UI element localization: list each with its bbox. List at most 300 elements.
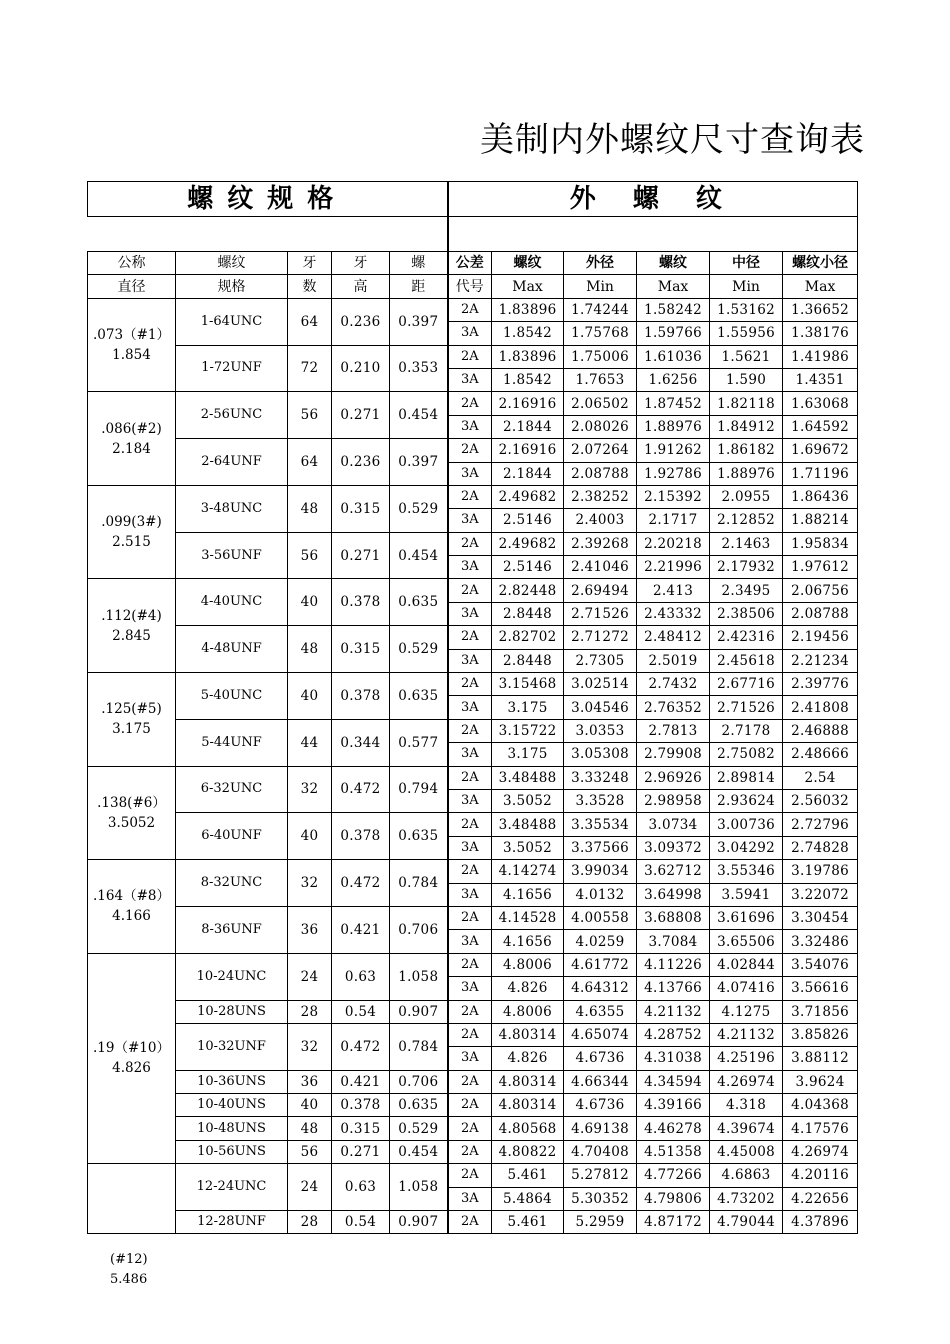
- dimension-cell: 3.30454: [783, 906, 858, 929]
- table-row: [88, 1117, 858, 1140]
- nominal-diameter-cell: [88, 1164, 176, 1234]
- dimension-cell: 4.11226: [637, 953, 710, 976]
- tpi-cell: 32: [288, 766, 332, 813]
- dimension-cell: 3.33248: [564, 766, 637, 789]
- dimension-cell: 1.83896: [492, 345, 564, 368]
- tpi-cell: 44: [288, 719, 332, 766]
- spacer-cell: [88, 217, 448, 252]
- nominal-diameter-cell: [88, 673, 176, 767]
- dimension-cell: 3.54076: [783, 953, 858, 976]
- dimension-cell: 1.88976: [637, 415, 710, 438]
- tolerance-class-cell: 3A: [448, 743, 492, 766]
- nominal-size: .125(#5): [101, 701, 162, 718]
- table-row: [88, 485, 858, 508]
- dimension-cell: 3.15468: [492, 673, 564, 696]
- dimension-cell: 2.79908: [637, 743, 710, 766]
- dimension-cell: 4.31038: [637, 1047, 710, 1070]
- pitch-cell: 0.529: [390, 485, 448, 532]
- dimension-cell: 2.71526: [710, 696, 783, 719]
- dimension-cell: 3.64998: [637, 883, 710, 906]
- nominal-diameter: 2.184: [112, 440, 151, 457]
- header-row1-cell: 螺纹: [637, 252, 710, 275]
- dimension-cell: 3.85826: [783, 1023, 858, 1046]
- tolerance-class-cell: 2A: [448, 766, 492, 789]
- nominal-diameter: 4.166: [112, 908, 151, 925]
- dimension-cell: 1.55956: [710, 322, 783, 345]
- dimension-cell: 2.49682: [492, 532, 564, 555]
- dimension-cell: 3.175: [492, 743, 564, 766]
- dimension-cell: 4.21132: [710, 1023, 783, 1046]
- pitch-cell: 0.706: [390, 1070, 448, 1093]
- dimension-cell: 1.4351: [783, 368, 858, 391]
- dimension-cell: 1.75768: [564, 322, 637, 345]
- thread-spec-cell: 10-36UNS: [176, 1070, 288, 1093]
- dimension-cell: 4.61772: [564, 953, 637, 976]
- dimension-cell: 4.8006: [492, 953, 564, 976]
- tpi-cell: 32: [288, 860, 332, 907]
- thread-spec-cell: 10-40UNS: [176, 1094, 288, 1117]
- tolerance-class-cell: 2A: [448, 1000, 492, 1023]
- dimension-cell: 3.65506: [710, 930, 783, 953]
- dimension-cell: 2.75082: [710, 743, 783, 766]
- thread-height-cell: 0.54: [332, 1000, 390, 1023]
- dimension-cell: 1.97612: [783, 556, 858, 579]
- table-row: [88, 719, 858, 742]
- tolerance-class-cell: 2A: [448, 813, 492, 836]
- tolerance-class-cell: 3A: [448, 883, 492, 906]
- dimension-cell: 4.0132: [564, 883, 637, 906]
- tpi-cell: 36: [288, 906, 332, 953]
- tolerance-class-cell: 3A: [448, 322, 492, 345]
- tolerance-class-cell: 2A: [448, 953, 492, 976]
- thread-height-cell: 0.378: [332, 813, 390, 860]
- dimension-cell: 2.06502: [564, 392, 637, 415]
- dimension-cell: 3.5052: [492, 789, 564, 812]
- tpi-cell: 48: [288, 1117, 332, 1140]
- tolerance-class-cell: 2A: [448, 1117, 492, 1140]
- thread-spec-cell: 1-72UNF: [176, 345, 288, 392]
- dimension-cell: 4.79806: [637, 1187, 710, 1210]
- dimension-cell: 4.6736: [564, 1047, 637, 1070]
- tpi-cell: 40: [288, 673, 332, 720]
- dimension-cell: 2.1717: [637, 509, 710, 532]
- pitch-cell: 0.529: [390, 1117, 448, 1140]
- thread-spec-cell: 12-24UNC: [176, 1164, 288, 1211]
- dimension-cell: 2.39776: [783, 673, 858, 696]
- dimension-cell: 3.48488: [492, 766, 564, 789]
- tolerance-class-cell: 2A: [448, 719, 492, 742]
- header-row2: [88, 275, 858, 298]
- tolerance-class-cell: 2A: [448, 1211, 492, 1234]
- table-row: [88, 1211, 858, 1234]
- dimension-cell: 2.89814: [710, 766, 783, 789]
- dimension-cell: 3.9624: [783, 1070, 858, 1093]
- header-row2-cell: 直径: [88, 275, 176, 298]
- dimension-cell: 2.38506: [710, 602, 783, 625]
- table-row: [88, 673, 858, 696]
- dimension-cell: 4.65074: [564, 1023, 637, 1046]
- dimension-cell: 3.99034: [564, 860, 637, 883]
- table-row: [88, 813, 858, 836]
- thread-height-cell: 0.271: [332, 532, 390, 579]
- dimension-cell: 2.17932: [710, 556, 783, 579]
- dimension-cell: 3.0734: [637, 813, 710, 836]
- dimension-cell: 4.25196: [710, 1047, 783, 1070]
- dimension-cell: 4.1656: [492, 930, 564, 953]
- dimension-cell: 3.175: [492, 696, 564, 719]
- dimension-cell: 2.7813: [637, 719, 710, 742]
- dimension-cell: 3.3528: [564, 789, 637, 812]
- dimension-cell: 4.0259: [564, 930, 637, 953]
- table-row: [88, 392, 858, 415]
- pitch-cell: 0.635: [390, 579, 448, 626]
- group-header-row: [88, 182, 858, 217]
- dimension-cell: 3.22072: [783, 883, 858, 906]
- dimension-cell: 2.74828: [783, 836, 858, 859]
- dimension-cell: 1.74244: [564, 298, 637, 321]
- tpi-cell: 28: [288, 1211, 332, 1234]
- nominal-diameter: 3.5052: [107, 814, 156, 831]
- header-row1-cell: 牙: [288, 252, 332, 275]
- table-row: [88, 626, 858, 649]
- dimension-cell: 4.73202: [710, 1187, 783, 1210]
- nominal-diameter-cell: [88, 579, 176, 673]
- dimension-cell: 2.82702: [492, 626, 564, 649]
- pitch-cell: 0.454: [390, 532, 448, 579]
- dimension-cell: 1.36652: [783, 298, 858, 321]
- header-row1-cell: 中径: [710, 252, 783, 275]
- thread-height-cell: 0.472: [332, 860, 390, 907]
- thread-spec-cell: 2-56UNC: [176, 392, 288, 439]
- dimension-cell: 5.461: [492, 1211, 564, 1234]
- pitch-cell: 0.397: [390, 298, 448, 345]
- dimension-cell: 2.48666: [783, 743, 858, 766]
- dimension-cell: 2.42316: [710, 626, 783, 649]
- spacer-row: [88, 217, 858, 252]
- dimension-cell: 1.8542: [492, 322, 564, 345]
- thread-spec-cell: 3-48UNC: [176, 485, 288, 532]
- pitch-cell: 0.454: [390, 392, 448, 439]
- dimension-cell: 2.15392: [637, 485, 710, 508]
- dimension-cell: 5.2959: [564, 1211, 637, 1234]
- pitch-cell: 0.907: [390, 1211, 448, 1234]
- nominal-size: .112(#4): [101, 607, 162, 624]
- tolerance-class-cell: 2A: [448, 392, 492, 415]
- dimension-cell: 1.5621: [710, 345, 783, 368]
- dimension-cell: 3.7084: [637, 930, 710, 953]
- pitch-cell: 0.529: [390, 626, 448, 673]
- dimension-cell: 1.7653: [564, 368, 637, 391]
- dimension-cell: 4.826: [492, 1047, 564, 1070]
- thread-height-cell: 0.378: [332, 1094, 390, 1117]
- tpi-cell: 32: [288, 1023, 332, 1070]
- table-row: [88, 298, 858, 321]
- dimension-cell: 4.8006: [492, 1000, 564, 1023]
- page-title: 美制内外螺纹尺寸查询表: [480, 120, 865, 160]
- dimension-cell: 1.63068: [783, 392, 858, 415]
- dimension-cell: 1.88976: [710, 462, 783, 485]
- tpi-cell: 48: [288, 626, 332, 673]
- dimension-cell: 3.35534: [564, 813, 637, 836]
- dimension-cell: 2.67716: [710, 673, 783, 696]
- dimension-cell: 1.8542: [492, 368, 564, 391]
- thread-spec-cell: 2-64UNF: [176, 439, 288, 486]
- dimension-cell: 2.3495: [710, 579, 783, 602]
- dimension-cell: 2.08788: [783, 602, 858, 625]
- header-row2-cell: 高: [332, 275, 390, 298]
- dimension-cell: 2.08026: [564, 415, 637, 438]
- dimension-cell: 4.80314: [492, 1094, 564, 1117]
- tolerance-class-cell: 2A: [448, 345, 492, 368]
- dimension-cell: 4.6355: [564, 1000, 637, 1023]
- dimension-cell: 2.7178: [710, 719, 783, 742]
- dimension-cell: 3.15722: [492, 719, 564, 742]
- tpi-cell: 56: [288, 532, 332, 579]
- header-row1-cell: 公差: [448, 252, 492, 275]
- dimension-cell: 4.26974: [710, 1070, 783, 1093]
- pitch-cell: 0.397: [390, 439, 448, 486]
- tpi-cell: 64: [288, 439, 332, 486]
- table-row: [88, 1164, 858, 1187]
- nominal-size: .099(3#): [101, 514, 162, 531]
- thread-height-cell: 0.421: [332, 1070, 390, 1093]
- header-row2-cell: Max: [783, 275, 858, 298]
- dimension-cell: 5.27812: [564, 1164, 637, 1187]
- dimension-cell: 2.54: [783, 766, 858, 789]
- dimension-cell: 2.21234: [783, 649, 858, 672]
- dimension-cell: 1.82118: [710, 392, 783, 415]
- thread-spec-cell: 5-44UNF: [176, 719, 288, 766]
- dimension-cell: 1.41986: [783, 345, 858, 368]
- spacer-cell: [448, 217, 858, 252]
- dimension-cell: 3.32486: [783, 930, 858, 953]
- dimension-cell: 3.05308: [564, 743, 637, 766]
- pitch-cell: 0.706: [390, 906, 448, 953]
- thread-height-cell: 0.236: [332, 298, 390, 345]
- dimension-cell: 3.02514: [564, 673, 637, 696]
- dimension-cell: 2.12852: [710, 509, 783, 532]
- tolerance-class-cell: 3A: [448, 930, 492, 953]
- dimension-cell: 4.80314: [492, 1070, 564, 1093]
- dimension-cell: 4.39674: [710, 1117, 783, 1140]
- header-row2-cell: 规格: [176, 275, 288, 298]
- dimension-cell: 2.4003: [564, 509, 637, 532]
- thread-height-cell: 0.54: [332, 1211, 390, 1234]
- dimension-cell: 2.21996: [637, 556, 710, 579]
- thread-spec-cell: 6-32UNC: [176, 766, 288, 813]
- dimension-cell: 3.62712: [637, 860, 710, 883]
- dimension-cell: 1.6256: [637, 368, 710, 391]
- dimension-cell: 2.49682: [492, 485, 564, 508]
- tolerance-class-cell: 3A: [448, 509, 492, 532]
- thread-height-cell: 0.421: [332, 906, 390, 953]
- dimension-cell: 4.45008: [710, 1140, 783, 1163]
- dimension-cell: 2.43332: [637, 602, 710, 625]
- thread-height-cell: 0.472: [332, 1023, 390, 1070]
- last-group-nominal-size: (#12): [110, 1252, 148, 1267]
- dimension-cell: 3.00736: [710, 813, 783, 836]
- thread-height-cell: 0.271: [332, 392, 390, 439]
- tolerance-class-cell: 3A: [448, 836, 492, 859]
- nominal-diameter: 2.845: [112, 627, 151, 644]
- tolerance-class-cell: 3A: [448, 368, 492, 391]
- table-row: [88, 860, 858, 883]
- thread-spec-cell: 10-32UNF: [176, 1023, 288, 1070]
- dimension-cell: 1.86436: [783, 485, 858, 508]
- dimension-cell: 1.95834: [783, 532, 858, 555]
- dimension-cell: 2.98958: [637, 789, 710, 812]
- dimension-cell: 4.70408: [564, 1140, 637, 1163]
- dimension-cell: 1.38176: [783, 322, 858, 345]
- header-row1-cell: 螺: [390, 252, 448, 275]
- thread-height-cell: 0.315: [332, 485, 390, 532]
- thread-spec-cell: 3-56UNF: [176, 532, 288, 579]
- dimension-cell: 2.1844: [492, 415, 564, 438]
- thread-spec-cell: 10-28UNS: [176, 1000, 288, 1023]
- dimension-cell: 1.92786: [637, 462, 710, 485]
- nominal-size: .086(#2): [101, 420, 162, 437]
- thread-height-cell: 0.344: [332, 719, 390, 766]
- dimension-cell: 4.80314: [492, 1023, 564, 1046]
- thread-spec-cell: 5-40UNC: [176, 673, 288, 720]
- nominal-diameter: 4.826: [112, 1060, 151, 1077]
- dimension-cell: 2.7305: [564, 649, 637, 672]
- tolerance-class-cell: 2A: [448, 1164, 492, 1187]
- dimension-cell: 4.87172: [637, 1211, 710, 1234]
- dimension-cell: 2.56032: [783, 789, 858, 812]
- dimension-cell: 4.69138: [564, 1117, 637, 1140]
- dimension-cell: 2.39268: [564, 532, 637, 555]
- dimension-cell: 4.37896: [783, 1211, 858, 1234]
- pitch-cell: 0.635: [390, 673, 448, 720]
- dimension-cell: 2.8448: [492, 602, 564, 625]
- header-row2-cell: Max: [492, 275, 564, 298]
- pitch-cell: 0.577: [390, 719, 448, 766]
- table-row: [88, 1094, 858, 1117]
- dimension-cell: 4.46278: [637, 1117, 710, 1140]
- tolerance-class-cell: 2A: [448, 579, 492, 602]
- tolerance-class-cell: 3A: [448, 1047, 492, 1070]
- dimension-cell: 1.61036: [637, 345, 710, 368]
- dimension-cell: 2.16916: [492, 439, 564, 462]
- dimension-cell: 4.64312: [564, 977, 637, 1000]
- tpi-cell: 56: [288, 392, 332, 439]
- table-row: [88, 906, 858, 929]
- dimension-cell: 2.71272: [564, 626, 637, 649]
- dimension-cell: 5.30352: [564, 1187, 637, 1210]
- tpi-cell: 64: [288, 298, 332, 345]
- pitch-cell: 0.784: [390, 860, 448, 907]
- dimension-cell: 4.318: [710, 1094, 783, 1117]
- dimension-cell: 1.87452: [637, 392, 710, 415]
- table-row: [88, 1140, 858, 1163]
- dimension-cell: 4.07416: [710, 977, 783, 1000]
- nominal-diameter-cell: [88, 953, 176, 1164]
- dimension-cell: 4.00558: [564, 906, 637, 929]
- tolerance-class-cell: 2A: [448, 1070, 492, 1093]
- dimension-cell: 5.461: [492, 1164, 564, 1187]
- tpi-cell: 56: [288, 1140, 332, 1163]
- dimension-cell: 2.08788: [564, 462, 637, 485]
- dimension-cell: 2.71526: [564, 602, 637, 625]
- tolerance-class-cell: 3A: [448, 1187, 492, 1210]
- dimension-cell: 2.5146: [492, 509, 564, 532]
- tolerance-class-cell: 2A: [448, 1094, 492, 1117]
- dimension-cell: 2.0955: [710, 485, 783, 508]
- dimension-cell: 4.80822: [492, 1140, 564, 1163]
- dimension-cell: 2.5146: [492, 556, 564, 579]
- dimension-cell: 4.6863: [710, 1164, 783, 1187]
- table-row: [88, 953, 858, 976]
- nominal-diameter: 1.854: [112, 347, 151, 364]
- dimension-cell: 2.72796: [783, 813, 858, 836]
- dimension-cell: 2.5019: [637, 649, 710, 672]
- tolerance-class-cell: 3A: [448, 602, 492, 625]
- header-row2-cell: 数: [288, 275, 332, 298]
- dimension-cell: 4.04368: [783, 1094, 858, 1117]
- dimension-cell: 4.6736: [564, 1094, 637, 1117]
- thread-spec-cell: 12-28UNF: [176, 1211, 288, 1234]
- thread-spec-cell: 10-48UNS: [176, 1117, 288, 1140]
- tolerance-class-cell: 2A: [448, 906, 492, 929]
- dimension-cell: 4.28752: [637, 1023, 710, 1046]
- tpi-cell: 24: [288, 953, 332, 1000]
- tolerance-class-cell: 2A: [448, 485, 492, 508]
- tolerance-class-cell: 2A: [448, 626, 492, 649]
- dimension-cell: 2.20218: [637, 532, 710, 555]
- header-row1-cell: 螺纹: [176, 252, 288, 275]
- dimension-cell: 3.19786: [783, 860, 858, 883]
- dimension-cell: 4.22656: [783, 1187, 858, 1210]
- dimension-cell: 4.1656: [492, 883, 564, 906]
- thread-spec-cell: 8-36UNF: [176, 906, 288, 953]
- thread-spec-cell: 6-40UNF: [176, 813, 288, 860]
- dimension-cell: 1.88214: [783, 509, 858, 532]
- dimension-cell: 4.1275: [710, 1000, 783, 1023]
- tpi-cell: 48: [288, 485, 332, 532]
- tolerance-class-cell: 3A: [448, 649, 492, 672]
- tolerance-class-cell: 2A: [448, 860, 492, 883]
- dimension-cell: 2.8448: [492, 649, 564, 672]
- table-row: [88, 1023, 858, 1046]
- thread-size-table: [87, 181, 858, 1234]
- dimension-cell: 2.413: [637, 579, 710, 602]
- dimension-cell: 1.75006: [564, 345, 637, 368]
- pitch-cell: 0.784: [390, 1023, 448, 1070]
- dimension-cell: 3.88112: [783, 1047, 858, 1070]
- dimension-cell: 4.80568: [492, 1117, 564, 1140]
- thread-spec-cell: 10-56UNS: [176, 1140, 288, 1163]
- dimension-cell: 4.34594: [637, 1070, 710, 1093]
- tolerance-class-cell: 3A: [448, 696, 492, 719]
- header-row2-cell: Min: [710, 275, 783, 298]
- header-row1-cell: 螺纹小径: [783, 252, 858, 275]
- thread-height-cell: 0.210: [332, 345, 390, 392]
- external-thread-group-header: 外 螺 纹: [448, 182, 858, 217]
- dimension-cell: 4.02844: [710, 953, 783, 976]
- dimension-cell: 2.07264: [564, 439, 637, 462]
- pitch-cell: 1.058: [390, 953, 448, 1000]
- tpi-cell: 40: [288, 579, 332, 626]
- table-row: [88, 532, 858, 555]
- dimension-cell: 1.58242: [637, 298, 710, 321]
- pitch-cell: 0.794: [390, 766, 448, 813]
- tolerance-class-cell: 2A: [448, 1140, 492, 1163]
- thread-height-cell: 0.63: [332, 953, 390, 1000]
- dimension-cell: 2.76352: [637, 696, 710, 719]
- dimension-cell: 1.84912: [710, 415, 783, 438]
- dimension-cell: 3.48488: [492, 813, 564, 836]
